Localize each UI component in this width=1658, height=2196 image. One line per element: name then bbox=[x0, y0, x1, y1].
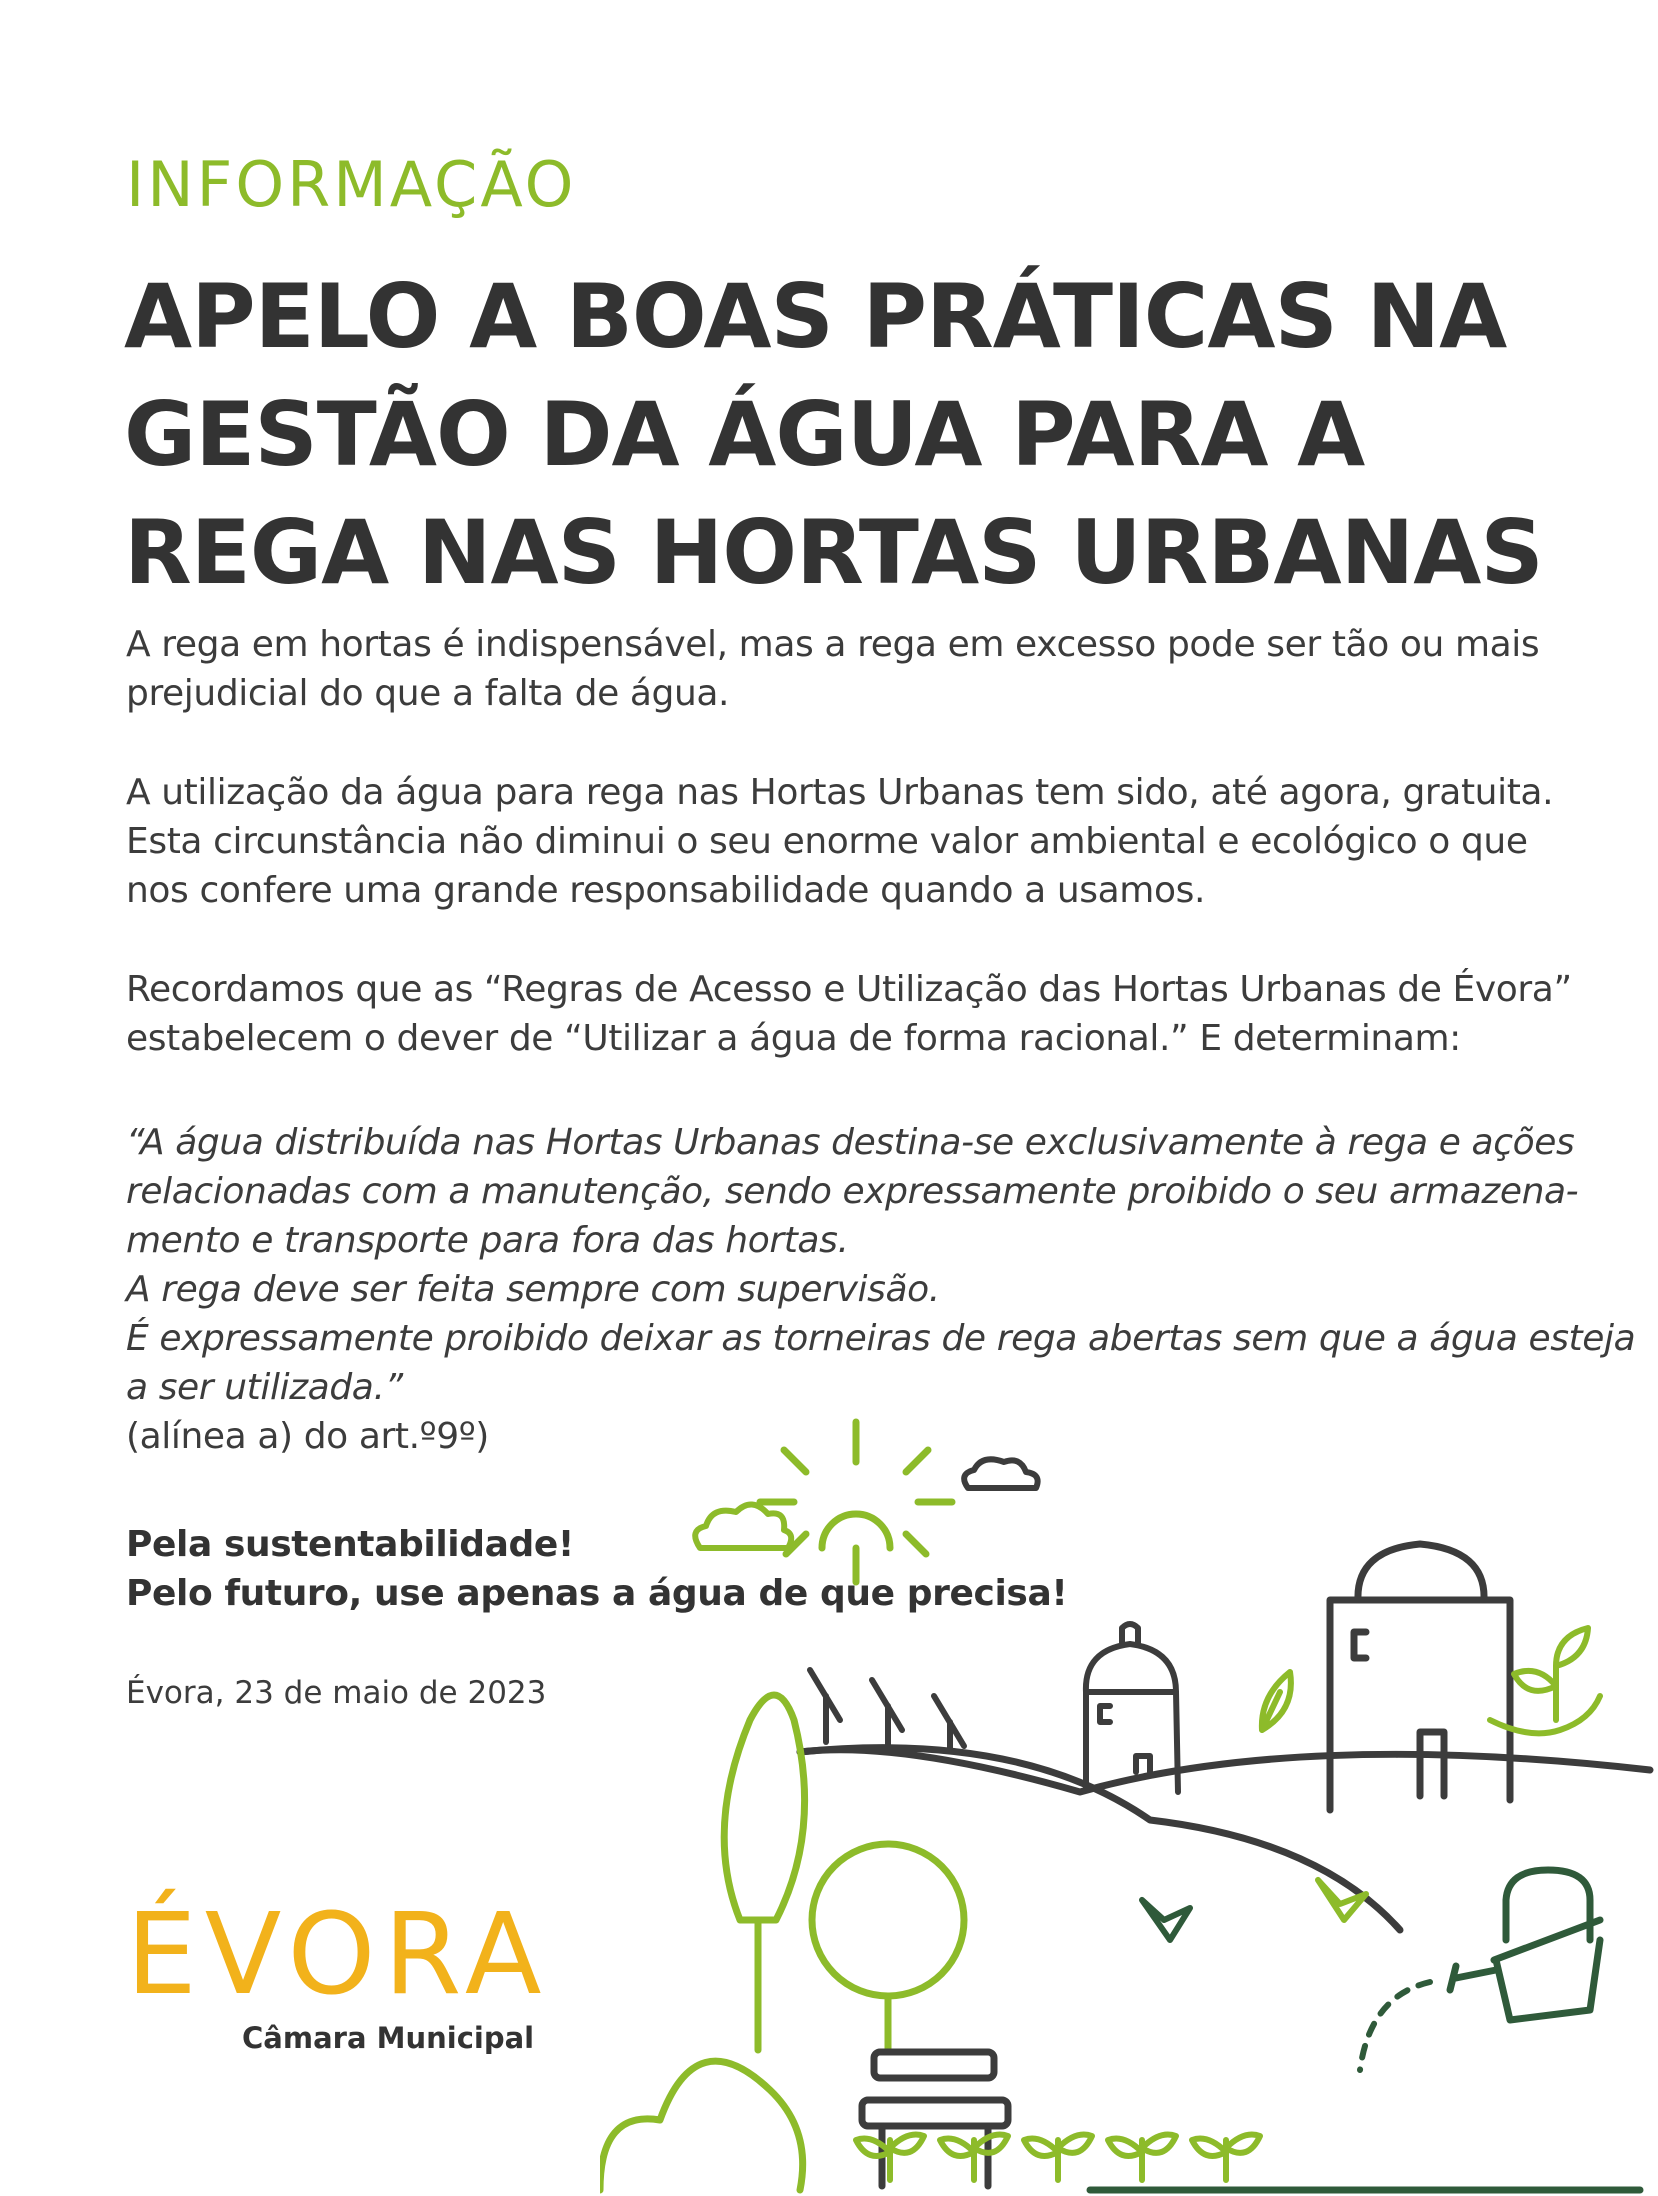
small-tower-icon bbox=[1086, 1624, 1178, 1792]
quote-reference-text: (alínea a) do art.º9º) bbox=[126, 1416, 489, 1457]
paragraph-line: Esta circunstância não diminui o seu enorme valor ambiental e ecológico o que bbox=[126, 821, 1528, 862]
cloud-icon bbox=[695, 1504, 791, 1548]
page-title bbox=[124, 258, 1564, 612]
sun-icon bbox=[760, 1422, 952, 1582]
closing-line: Pela sustentabilidade! bbox=[126, 1524, 574, 1565]
paragraph-line: estabelecem o dever de “Utilizar a água de forma racional.” E determinam: bbox=[126, 1018, 1461, 1059]
hill-line bbox=[800, 1748, 1400, 1930]
tree-icon bbox=[724, 1695, 804, 2050]
bush-icon bbox=[600, 2061, 803, 2190]
quote-line: a ser utilizada.” bbox=[126, 1367, 403, 1408]
water-stream bbox=[1360, 1982, 1430, 2070]
quote-line: relacionadas com a manutenção, sendo expressamente proibido o seu armazena- bbox=[126, 1171, 1579, 1212]
quote-line: É expressamente proibido deixar as torneiras de rega abertas sem que a água esteja bbox=[126, 1318, 1636, 1359]
logo-wordmark: ÉVORA bbox=[126, 1890, 550, 2020]
paragraph-line: A rega em hortas é indispensável, mas a rega em excesso pode ser tão ou mais bbox=[126, 624, 1540, 665]
watering-can-icon bbox=[1450, 1870, 1600, 2020]
title-line-2: GESTÃO DA ÁGUA PARA A bbox=[124, 383, 1365, 486]
sprouts-row bbox=[856, 2135, 1260, 2181]
paragraph-line: prejudicial do que a falta de água. bbox=[126, 673, 730, 714]
garden-illustration bbox=[600, 1400, 1658, 2196]
title-line-1: APELO A BOAS PRÁTICAS NA bbox=[124, 265, 1507, 368]
quote-line: mento e transporte para fora das hortas. bbox=[126, 1220, 849, 1261]
paragraph-line: A utilização da água para rega nas Hortas Urbanas tem sido, até agora, gratuita. bbox=[126, 772, 1554, 813]
quote-line: A rega deve ser feita sempre com supervisão. bbox=[126, 1269, 940, 1310]
paragraph-line: nos confere uma grande responsabilidade quando a usamos. bbox=[126, 870, 1205, 911]
solar-panels-icon bbox=[810, 1670, 964, 1750]
paragraph-intro bbox=[126, 620, 1540, 718]
evora-logo bbox=[126, 1890, 550, 2055]
large-tower-icon bbox=[1330, 1544, 1510, 1810]
leaf-icon bbox=[1262, 1672, 1291, 1730]
paragraph-free-water bbox=[126, 768, 1554, 915]
bird-icon bbox=[1318, 1880, 1366, 1920]
cloud-icon bbox=[964, 1459, 1037, 1488]
quote-line: “A água distribuída nas Hortas Urbanas destina-se exclusivamente à rega e ações bbox=[126, 1122, 1575, 1163]
publication-date: Évora, 23 de maio de 2023 bbox=[126, 1675, 547, 1711]
regulation-quote bbox=[126, 1118, 1636, 1412]
tree-icon bbox=[812, 1844, 964, 2050]
hill-line bbox=[800, 1750, 1650, 1792]
paragraph-line: Recordamos que as “Regras de Acesso e Utilização das Hortas Urbanas de Évora” bbox=[126, 969, 1572, 1010]
section-kicker: INFORMAÇÃO bbox=[126, 148, 577, 221]
bird-icon bbox=[1142, 1900, 1190, 1940]
title-line-3: REGA NAS HORTAS URBANAS bbox=[124, 501, 1543, 604]
logo-subtitle: Câmara Municipal bbox=[242, 2021, 535, 2055]
paragraph-rules bbox=[126, 965, 1572, 1063]
bench-icon bbox=[862, 2052, 1008, 2186]
closing-line: Pelo futuro, use apenas a água de que precisa! bbox=[126, 1573, 1068, 1614]
